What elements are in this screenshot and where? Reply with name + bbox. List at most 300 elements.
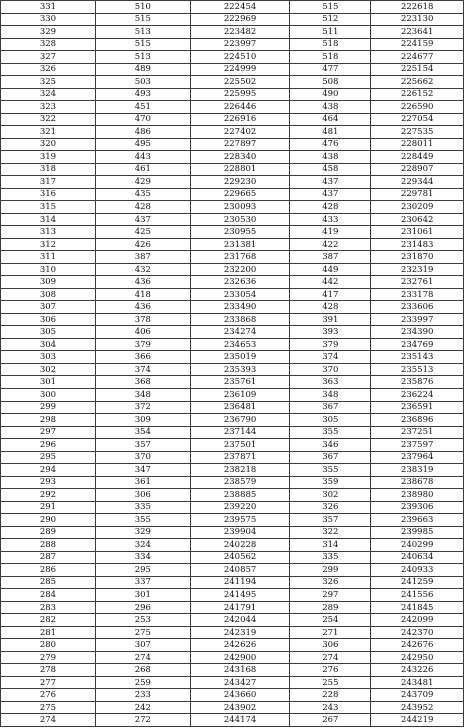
cell-count-b: 348 (290, 388, 371, 401)
cell-count-a: 374 (95, 363, 190, 376)
cell-cumulative-a: 242319 (190, 626, 290, 639)
cell-score: 295 (1, 451, 96, 464)
cell-count-b: 305 (290, 414, 371, 427)
cell-score: 279 (1, 651, 96, 664)
cell-count-a: 296 (95, 601, 190, 614)
cell-count-b: 326 (290, 576, 371, 589)
table-row (1, 489, 464, 502)
cell-score: 297 (1, 426, 96, 439)
cell-cumulative-b: 231870 (371, 251, 464, 264)
cell-count-a: 335 (95, 501, 190, 514)
cell-cumulative-b: 227054 (371, 113, 464, 126)
cell-count-a: 368 (95, 376, 190, 389)
cell-count-b: 438 (290, 101, 371, 114)
cell-cumulative-b: 229344 (371, 176, 464, 189)
cell-count-a: 451 (95, 101, 190, 114)
cell-count-a: 436 (95, 276, 190, 289)
table-row (1, 338, 464, 351)
table-row (1, 388, 464, 401)
cell-cumulative-b: 229781 (371, 188, 464, 201)
cell-cumulative-b: 226152 (371, 88, 464, 101)
cell-cumulative-b: 227535 (371, 126, 464, 139)
table-row (1, 639, 464, 652)
cell-count-a: 495 (95, 138, 190, 151)
cell-cumulative-b: 241556 (371, 589, 464, 602)
cell-count-a: 301 (95, 589, 190, 602)
cell-cumulative-a: 228801 (190, 163, 290, 176)
cell-cumulative-a: 240228 (190, 539, 290, 552)
cell-count-b: 442 (290, 276, 371, 289)
cell-cumulative-a: 241495 (190, 589, 290, 602)
cell-count-a: 486 (95, 126, 190, 139)
cell-cumulative-b: 230642 (371, 213, 464, 226)
cell-score: 292 (1, 489, 96, 502)
cell-cumulative-a: 236109 (190, 388, 290, 401)
table-row (1, 276, 464, 289)
cell-score: 290 (1, 514, 96, 527)
cell-count-a: 361 (95, 476, 190, 489)
cell-count-a: 354 (95, 426, 190, 439)
cell-cumulative-a: 240562 (190, 551, 290, 564)
cell-cumulative-b: 242950 (371, 651, 464, 664)
cell-score: 282 (1, 614, 96, 627)
cell-score: 317 (1, 176, 96, 189)
cell-count-b: 357 (290, 514, 371, 527)
cell-count-b: 267 (290, 714, 371, 727)
cell-count-a: 372 (95, 401, 190, 414)
cell-cumulative-a: 238579 (190, 476, 290, 489)
cell-cumulative-b: 232319 (371, 263, 464, 276)
cell-score: 313 (1, 226, 96, 239)
cell-cumulative-b: 238678 (371, 476, 464, 489)
cell-score: 296 (1, 439, 96, 452)
cell-cumulative-b: 239985 (371, 526, 464, 539)
cell-count-a: 461 (95, 163, 190, 176)
cell-cumulative-b: 237964 (371, 451, 464, 464)
table-row (1, 51, 464, 64)
cell-cumulative-b: 234769 (371, 338, 464, 351)
cell-score: 324 (1, 88, 96, 101)
cell-score: 304 (1, 338, 96, 351)
cell-count-b: 508 (290, 76, 371, 89)
cell-cumulative-b: 235513 (371, 363, 464, 376)
table-row (1, 451, 464, 464)
cell-cumulative-a: 231768 (190, 251, 290, 264)
cell-cumulative-b: 242370 (371, 626, 464, 639)
table-row (1, 226, 464, 239)
cell-cumulative-b: 225662 (371, 76, 464, 89)
table-row (1, 363, 464, 376)
cell-count-a: 357 (95, 439, 190, 452)
cell-count-a: 406 (95, 326, 190, 339)
cell-count-a: 470 (95, 113, 190, 126)
cell-score: 278 (1, 664, 96, 677)
cell-score: 321 (1, 126, 96, 139)
cell-count-b: 476 (290, 138, 371, 151)
cell-count-b: 379 (290, 338, 371, 351)
cell-cumulative-a: 236790 (190, 414, 290, 427)
cell-count-a: 366 (95, 351, 190, 364)
cell-cumulative-b: 238319 (371, 464, 464, 477)
cell-score: 284 (1, 589, 96, 602)
cell-cumulative-b: 235143 (371, 351, 464, 364)
cell-cumulative-a: 225995 (190, 88, 290, 101)
cell-count-a: 334 (95, 551, 190, 564)
table-row (1, 151, 464, 164)
cell-cumulative-b: 231061 (371, 226, 464, 239)
cell-score: 303 (1, 351, 96, 364)
cell-cumulative-b: 223130 (371, 13, 464, 26)
table-row (1, 76, 464, 89)
cell-cumulative-b: 230209 (371, 201, 464, 214)
cell-score: 325 (1, 76, 96, 89)
cell-cumulative-a: 233054 (190, 288, 290, 301)
cell-cumulative-b: 225154 (371, 63, 464, 76)
cell-cumulative-b: 241259 (371, 576, 464, 589)
cell-cumulative-a: 238885 (190, 489, 290, 502)
cell-count-a: 295 (95, 564, 190, 577)
table-row (1, 526, 464, 539)
cell-score: 306 (1, 313, 96, 326)
table-row (1, 13, 464, 26)
cell-cumulative-a: 224999 (190, 63, 290, 76)
cell-cumulative-a: 239575 (190, 514, 290, 527)
cell-count-b: 228 (290, 689, 371, 702)
cell-count-b: 297 (290, 589, 371, 602)
cell-score: 315 (1, 201, 96, 214)
cell-count-a: 253 (95, 614, 190, 627)
cell-score: 329 (1, 26, 96, 39)
table-row (1, 376, 464, 389)
table-row (1, 501, 464, 514)
cell-count-a: 309 (95, 414, 190, 427)
cell-cumulative-a: 236481 (190, 401, 290, 414)
cell-count-a: 233 (95, 689, 190, 702)
cell-count-b: 306 (290, 639, 371, 652)
cell-count-a: 515 (95, 38, 190, 51)
cell-score: 330 (1, 13, 96, 26)
cell-cumulative-a: 225502 (190, 76, 290, 89)
cell-count-b: 458 (290, 163, 371, 176)
cell-cumulative-a: 232200 (190, 263, 290, 276)
cell-cumulative-a: 242900 (190, 651, 290, 664)
table-row (1, 63, 464, 76)
cell-cumulative-a: 226916 (190, 113, 290, 126)
cell-count-b: 346 (290, 439, 371, 452)
cell-cumulative-b: 235876 (371, 376, 464, 389)
cell-cumulative-a: 230955 (190, 226, 290, 239)
cell-count-a: 378 (95, 313, 190, 326)
table-row (1, 476, 464, 489)
cell-count-b: 271 (290, 626, 371, 639)
cell-count-b: 464 (290, 113, 371, 126)
cell-cumulative-a: 222454 (190, 1, 290, 14)
cell-score: 308 (1, 288, 96, 301)
cell-count-b: 417 (290, 288, 371, 301)
table-row (1, 589, 464, 602)
cell-count-b: 518 (290, 38, 371, 51)
table-row (1, 163, 464, 176)
cell-cumulative-a: 229230 (190, 176, 290, 189)
cell-cumulative-a: 232636 (190, 276, 290, 289)
cell-cumulative-b: 231483 (371, 238, 464, 251)
cell-cumulative-a: 234274 (190, 326, 290, 339)
cell-count-a: 425 (95, 226, 190, 239)
cell-count-a: 387 (95, 251, 190, 264)
cell-cumulative-b: 224159 (371, 38, 464, 51)
cell-score: 309 (1, 276, 96, 289)
cell-cumulative-a: 243660 (190, 689, 290, 702)
cell-score: 283 (1, 601, 96, 614)
table-row (1, 439, 464, 452)
cell-count-a: 355 (95, 514, 190, 527)
cell-cumulative-a: 233868 (190, 313, 290, 326)
cell-cumulative-a: 237871 (190, 451, 290, 464)
cell-cumulative-a: 229665 (190, 188, 290, 201)
cell-count-b: 255 (290, 676, 371, 689)
cell-score: 277 (1, 676, 96, 689)
cell-count-b: 355 (290, 426, 371, 439)
table-row (1, 576, 464, 589)
table-row (1, 288, 464, 301)
table-row (1, 301, 464, 314)
cell-score: 318 (1, 163, 96, 176)
cell-cumulative-a: 234653 (190, 338, 290, 351)
table-row (1, 213, 464, 226)
cell-count-a: 307 (95, 639, 190, 652)
cell-count-b: 515 (290, 1, 371, 14)
cell-cumulative-a: 227897 (190, 138, 290, 151)
cell-count-b: 393 (290, 326, 371, 339)
table-row (1, 138, 464, 151)
cell-score: 319 (1, 151, 96, 164)
table-row (1, 464, 464, 477)
cell-score: 281 (1, 626, 96, 639)
cell-cumulative-b: 243952 (371, 701, 464, 714)
table-row (1, 313, 464, 326)
cell-cumulative-a: 235761 (190, 376, 290, 389)
cell-count-a: 379 (95, 338, 190, 351)
cell-count-a: 443 (95, 151, 190, 164)
table-row (1, 26, 464, 39)
table-row (1, 126, 464, 139)
cell-cumulative-a: 241791 (190, 601, 290, 614)
cell-count-b: 326 (290, 501, 371, 514)
table-row (1, 176, 464, 189)
cell-cumulative-a: 224510 (190, 51, 290, 64)
cell-count-a: 428 (95, 201, 190, 214)
table-row (1, 676, 464, 689)
cell-score: 298 (1, 414, 96, 427)
cell-count-b: 254 (290, 614, 371, 627)
cell-count-b: 359 (290, 476, 371, 489)
cell-count-b: 419 (290, 226, 371, 239)
cell-score: 312 (1, 238, 96, 251)
cell-count-b: 370 (290, 363, 371, 376)
cell-cumulative-a: 223997 (190, 38, 290, 51)
cell-score: 302 (1, 363, 96, 376)
cell-count-b: 449 (290, 263, 371, 276)
cell-score: 323 (1, 101, 96, 114)
cell-count-b: 477 (290, 63, 371, 76)
cell-cumulative-b: 236896 (371, 414, 464, 427)
cell-cumulative-a: 227402 (190, 126, 290, 139)
cell-score: 276 (1, 689, 96, 702)
table-row (1, 564, 464, 577)
cell-cumulative-b: 242099 (371, 614, 464, 627)
cell-count-a: 436 (95, 301, 190, 314)
table-row (1, 514, 464, 527)
cell-cumulative-b: 222618 (371, 1, 464, 14)
table-row (1, 251, 464, 264)
cell-count-a: 259 (95, 676, 190, 689)
cell-count-a: 329 (95, 526, 190, 539)
cell-cumulative-b: 240634 (371, 551, 464, 564)
score-table-body (1, 1, 464, 727)
table-row (1, 238, 464, 251)
cell-count-a: 370 (95, 451, 190, 464)
cell-count-a: 515 (95, 13, 190, 26)
cell-score: 327 (1, 51, 96, 64)
cell-count-a: 429 (95, 176, 190, 189)
cell-count-b: 490 (290, 88, 371, 101)
cell-score: 274 (1, 714, 96, 727)
cell-cumulative-b: 240299 (371, 539, 464, 552)
cell-count-a: 437 (95, 213, 190, 226)
cell-count-a: 489 (95, 63, 190, 76)
cell-cumulative-a: 238218 (190, 464, 290, 477)
cell-score: 300 (1, 388, 96, 401)
cell-cumulative-b: 243481 (371, 676, 464, 689)
cell-cumulative-b: 236591 (371, 401, 464, 414)
cell-count-b: 511 (290, 26, 371, 39)
cell-count-b: 433 (290, 213, 371, 226)
cell-cumulative-b: 233997 (371, 313, 464, 326)
cell-cumulative-a: 233490 (190, 301, 290, 314)
table-row (1, 326, 464, 339)
cell-cumulative-a: 235019 (190, 351, 290, 364)
cell-count-b: 289 (290, 601, 371, 614)
cell-cumulative-a: 237144 (190, 426, 290, 439)
cell-score: 316 (1, 188, 96, 201)
cell-cumulative-b: 234390 (371, 326, 464, 339)
cell-count-a: 306 (95, 489, 190, 502)
cell-count-b: 387 (290, 251, 371, 264)
cell-score: 307 (1, 301, 96, 314)
cell-score: 286 (1, 564, 96, 577)
cell-count-a: 426 (95, 238, 190, 251)
cell-cumulative-a: 239904 (190, 526, 290, 539)
cell-count-b: 367 (290, 401, 371, 414)
cell-count-a: 337 (95, 576, 190, 589)
cell-cumulative-b: 228011 (371, 138, 464, 151)
cell-cumulative-a: 222969 (190, 13, 290, 26)
cell-count-a: 418 (95, 288, 190, 301)
cell-score: 326 (1, 63, 96, 76)
cell-cumulative-a: 231381 (190, 238, 290, 251)
cell-count-b: 438 (290, 151, 371, 164)
cell-cumulative-b: 242676 (371, 639, 464, 652)
cell-count-a: 348 (95, 388, 190, 401)
cell-score: 287 (1, 551, 96, 564)
table-row (1, 551, 464, 564)
cell-cumulative-b: 239306 (371, 501, 464, 514)
table-row (1, 614, 464, 627)
cell-cumulative-b: 233178 (371, 288, 464, 301)
table-row (1, 701, 464, 714)
cell-cumulative-b: 240933 (371, 564, 464, 577)
cell-count-a: 274 (95, 651, 190, 664)
cell-count-a: 275 (95, 626, 190, 639)
cell-count-b: 437 (290, 188, 371, 201)
cell-score: 291 (1, 501, 96, 514)
cell-count-b: 299 (290, 564, 371, 577)
cell-cumulative-a: 230530 (190, 213, 290, 226)
cell-count-b: 512 (290, 13, 371, 26)
cell-count-a: 513 (95, 51, 190, 64)
cell-cumulative-a: 243902 (190, 701, 290, 714)
cell-count-b: 374 (290, 351, 371, 364)
cell-score: 294 (1, 464, 96, 477)
cell-count-b: 302 (290, 489, 371, 502)
cell-cumulative-b: 228449 (371, 151, 464, 164)
cell-cumulative-b: 223641 (371, 26, 464, 39)
table-row (1, 101, 464, 114)
cell-count-a: 432 (95, 263, 190, 276)
table-row (1, 201, 464, 214)
cell-cumulative-b: 233606 (371, 301, 464, 314)
table-row (1, 651, 464, 664)
cell-score: 288 (1, 539, 96, 552)
cell-count-b: 314 (290, 539, 371, 552)
cell-cumulative-a: 230093 (190, 201, 290, 214)
cell-count-b: 367 (290, 451, 371, 464)
table-row (1, 689, 464, 702)
cell-count-b: 363 (290, 376, 371, 389)
cell-score: 305 (1, 326, 96, 339)
cell-cumulative-b: 237251 (371, 426, 464, 439)
cell-score: 322 (1, 113, 96, 126)
cell-cumulative-a: 228340 (190, 151, 290, 164)
table-row (1, 263, 464, 276)
cell-score: 320 (1, 138, 96, 151)
cell-score: 328 (1, 38, 96, 51)
cell-count-b: 322 (290, 526, 371, 539)
cell-cumulative-a: 237501 (190, 439, 290, 452)
cell-cumulative-a: 242044 (190, 614, 290, 627)
cell-count-b: 428 (290, 201, 371, 214)
table-row (1, 626, 464, 639)
cell-cumulative-b: 244219 (371, 714, 464, 727)
table-row (1, 351, 464, 364)
cell-cumulative-b: 226590 (371, 101, 464, 114)
table-row (1, 414, 464, 427)
cell-count-a: 435 (95, 188, 190, 201)
cell-cumulative-b: 241845 (371, 601, 464, 614)
table-row (1, 113, 464, 126)
cell-count-a: 493 (95, 88, 190, 101)
cell-count-a: 503 (95, 76, 190, 89)
cell-cumulative-a: 243168 (190, 664, 290, 677)
table-row (1, 188, 464, 201)
table-row (1, 88, 464, 101)
cell-score: 285 (1, 576, 96, 589)
cell-score: 275 (1, 701, 96, 714)
cell-cumulative-b: 237597 (371, 439, 464, 452)
table-row (1, 539, 464, 552)
table-row (1, 664, 464, 677)
cell-cumulative-a: 223482 (190, 26, 290, 39)
